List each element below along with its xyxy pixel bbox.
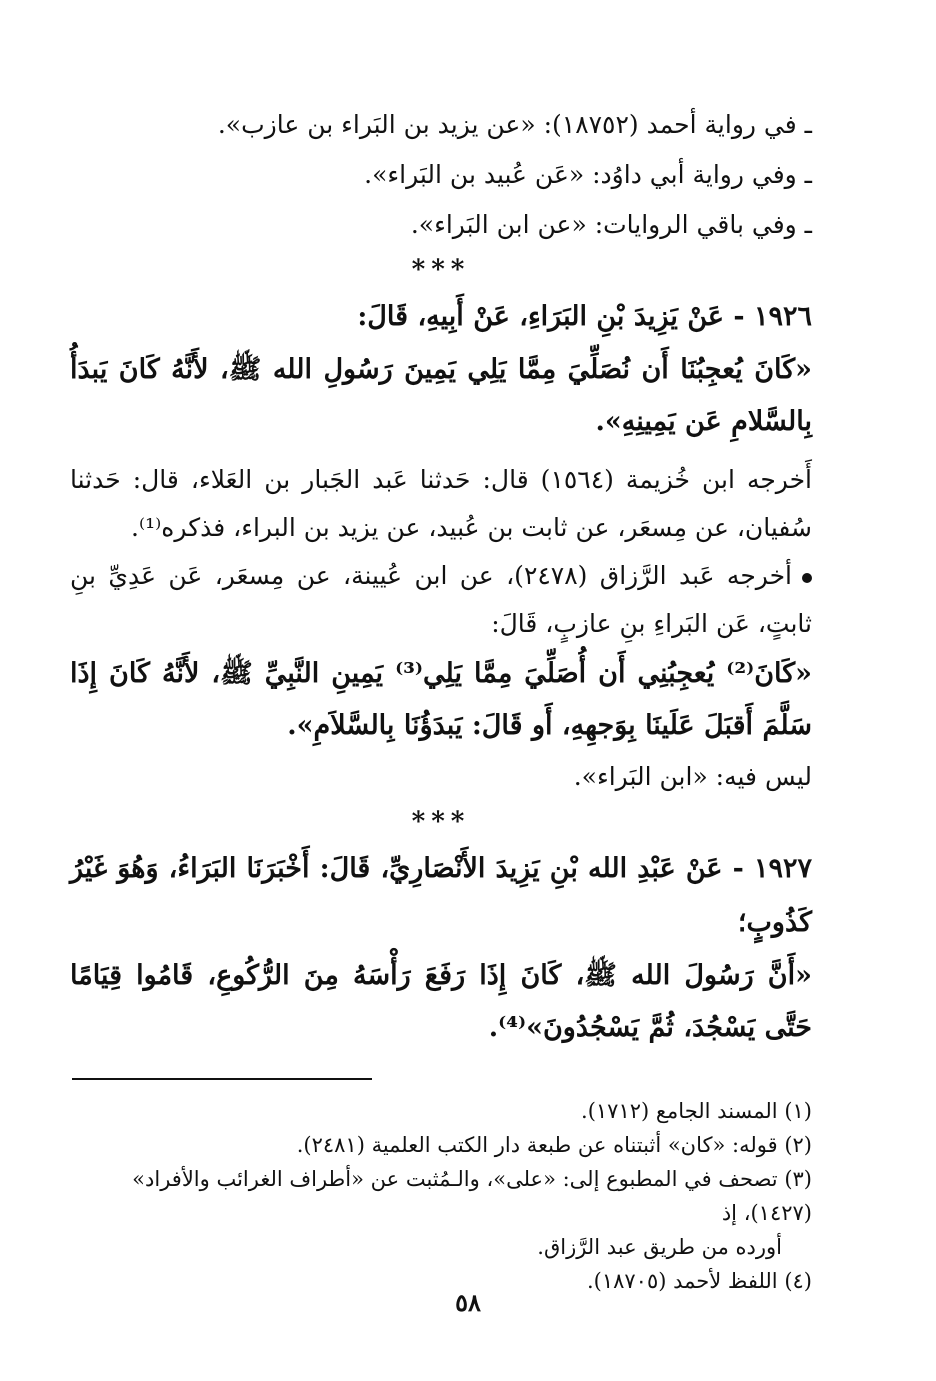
footnote-4: (٤) اللفظ لأحمد (١٨٧٠٥). bbox=[586, 1269, 812, 1293]
section-separator: *** bbox=[411, 807, 471, 837]
hadith-1926-matn: «كَانَ يُعجِبُنَا أَن نُصَلِّيَ مِمَّا يَلِي يَمِينَ رَسُولِ الله ﷺ، لأَنَّهُ كَانَ يَبدَأُ بِالسَّلامِ عَن يَمِينِهِ». bbox=[70, 354, 812, 437]
hadith-1926-note: ليس فيه: «ابن البَراء». bbox=[573, 762, 812, 791]
hadith-1927-heading: ١٩٢٧ - عَنْ عَبْدِ الله بْنِ يَزِيدَ الأَنْصَارِيِّ، قَالَ: أَخْبَرَنَا البَرَاءُ، وَهُوَ غَيْرُ كَذُوبٍ؛ bbox=[70, 853, 812, 938]
footnote-separator bbox=[72, 1078, 372, 1080]
hadith-1926-heading: ١٩٢٦ - عَنْ يَزِيدَ بْنِ البَرَاءِ، عَنْ أَبِيهِ، قَالَ: bbox=[357, 301, 812, 332]
section-separator: *** bbox=[411, 255, 471, 285]
hadith-1926-second-matn: «كَانَ⁽²⁾ يُعجِبُنِي أَن أُصَلِّيَ مِمَّا يَلِي⁽³⁾ يَمِينِ النَّبِيِّ ﷺ، لأَنَّهُ كَانَ إِذَا سَلَّمَ أَقبَلَ عَلَينَا بِوَجهِهِ، أَو قَالَ: يَبدَؤُنَا بِالسَّلاَمِ». bbox=[70, 658, 813, 741]
variant-abu-dawud: ـ وفي رواية أبي داوُد: «عَن عُبيد بن البَراء». bbox=[364, 160, 812, 189]
footnote-1: (١) المسند الجامع (١٧١٢). bbox=[581, 1099, 812, 1123]
variant-ahmad: ـ في رواية أحمد (١٨٧٥٢): «عن يزيد بن البَراء بن عازب». bbox=[217, 110, 812, 139]
variant-others: ـ وفي باقي الروايات: «عن ابن البَراء». bbox=[410, 210, 812, 239]
hadith-1926-takhrij: أَخرجه ابن خُزيمة (١٥٦٤) قال: حَدثنا عَبد الجَبار بن العَلاء، قال: حَدثنا سُفيان، عن مِسعَر، عن ثابت بن عُبيد، عن يزيد بن البراء، فذكره⁽¹⁾. bbox=[70, 465, 812, 542]
bullet-icon bbox=[802, 573, 812, 583]
footnote-3: (٣) تصحف في المطبوع إلى: «على»، والـمُثبت عن «أطراف الغرائب والأفراد» (١٤٢٧)، إذ bbox=[132, 1167, 812, 1225]
document-page bbox=[70, 100, 812, 1360]
page-number: ٥٨ bbox=[455, 1288, 481, 1317]
hadith-1926-second-takhrij bbox=[70, 552, 812, 648]
footnote-3-continued: أورده من طريق عبد الرَّزاق. bbox=[537, 1235, 782, 1259]
second-takhrij-text: أخرجه عَبد الرَّزاق (٢٤٧٨)، عن ابن عُيينة، عن مِسعَر، عَن عَدِيِّ بنِ ثابتٍ، عَن البَراءِ بنِ عازبٍ، قَالَ: bbox=[70, 561, 812, 638]
hadith-1927-matn: «أَنَّ رَسُولَ الله ﷺ، كَانَ إِذَا رَفَعَ رَأْسَهُ مِنَ الرُّكُوعِ، قَامُوا قِيَامًا حَتَّى يَسْجُدَ، ثُمَّ يَسْجُدُونَ»⁽⁴⁾. bbox=[70, 960, 812, 1043]
footnote-2: (٢) قوله: «كان» أثبتناه عن طبعة دار الكتب العلمية (٢٤٨١). bbox=[296, 1133, 812, 1157]
